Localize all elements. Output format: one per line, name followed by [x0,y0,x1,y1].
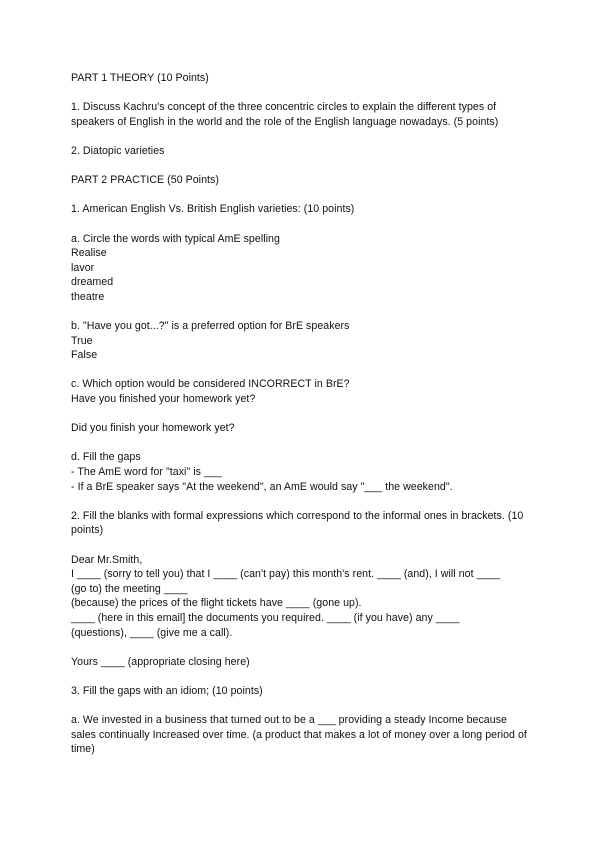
question-2-1b-prompt: b. "Have you got...?" is a preferred option for BrE speakers [71,320,350,333]
question-2-1d-line2: - If a BrE speaker says "At the weekend", an AmE would say "___ the weekend". [71,480,453,493]
option-theatre: theatre [71,290,105,303]
option-finish: Did you finish your homework yet? [71,422,235,435]
letter-line: (questions), ____ (give me a call). [71,626,233,639]
spacer [71,188,531,203]
question-2-1a-prompt: a. Circle the words with typical AmE spelling [71,232,280,245]
spacer [71,217,531,232]
option-false: False [71,349,98,362]
document-content [71,71,531,757]
spacer [71,640,531,655]
letter-closing: Yours ____ (appropriate closing here) [71,655,250,668]
question-1-1: 1. Discuss Kachru's concept of the three concentric circles to explain the different types of speakers of English in the world and the role of the English language nowadays. (5 points) [71,101,500,128]
question-2-1: 1. American English Vs. British English varieties: (10 points) [71,203,355,216]
question-2-1c-prompt: c. Which option would be considered INCORRECT in BrE? [71,378,350,391]
letter-line: (because) the prices of the flight tickets have ____ (gone up). [71,597,362,610]
option-true: True [71,334,93,347]
question-2-3a: a. We invested in a business that turned out to be a ___ providing a steady Income because sales continually Increased over time. (a product that makes a lot of money over a long period of time) [71,714,530,756]
option-lavor: lavor [71,261,95,274]
spacer [71,407,531,422]
spacer [71,494,531,509]
question-2-1d-line1: - The AmE word for "taxi" is ___ [71,466,222,479]
spacer [71,305,531,320]
question-2-1d-prompt: d. Fill the gaps [71,451,141,464]
option-dreamed: dreamed [71,276,114,289]
spacer [71,699,531,714]
part2-title: PART 2 PRACTICE (50 Points) [71,174,219,187]
question-1-2: 2. Diatopic varieties [71,144,165,157]
letter-line: I ____ (sorry to tell you) that I ____ (can't pay) this month's rent. ____ (and), I will not ____ [71,568,501,581]
part1-title: PART 1 THEORY (10 Points) [71,72,209,84]
option-realise: Realise [71,247,107,260]
letter-greeting: Dear Mr.Smith, [71,553,143,566]
spacer [71,669,531,684]
letter-line: ____ (here in this email] the documents you required. ____ (if you have) any ____ [71,611,460,624]
spacer [71,538,531,553]
question-2-2-prompt: 2. Fill the blanks with formal expressions which correspond to the informal ones in brackets. (10 points) [71,509,527,537]
spacer [71,159,531,174]
option-finished: Have you finished your homework yet? [71,393,256,406]
letter-line: (go to) the meeting ____ [71,582,188,595]
spacer [71,436,531,451]
spacer [71,86,531,101]
question-2-3-prompt: 3. Fill the gaps with an idiom; (10 points) [71,684,263,697]
spacer [71,363,531,378]
spacer [71,129,531,144]
